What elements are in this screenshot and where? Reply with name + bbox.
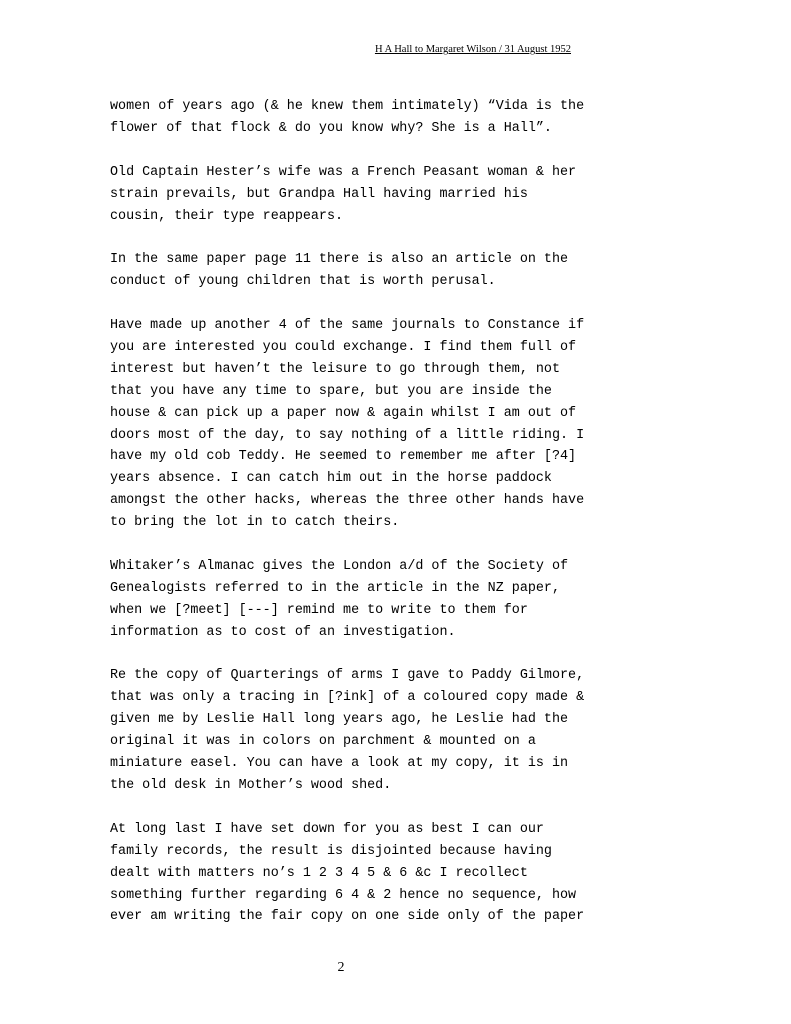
running-header: H A Hall to Margaret Wilson / 31 August 1952	[374, 44, 571, 55]
text-line: strain prevails, but Grandpa Hall having married his	[110, 186, 528, 202]
text-line: something further regarding 6 4 & 2 hence no sequence, how	[110, 887, 577, 903]
text-line: Whitaker’s Almanac gives the London a/d of the Society of	[110, 558, 569, 574]
text-line: women of years ago (& he knew them intimately) “Vida is the	[110, 99, 585, 114]
text-line: conduct of young children that is worth perusal.	[110, 274, 496, 290]
text-line: miniature easel. You can have a look at my copy, it is in	[110, 756, 569, 772]
paragraph	[110, 665, 585, 796]
text-line: information as to cost of an investigation.	[110, 624, 456, 640]
text-line: given me by Leslie Hall long years ago, he Leslie had the	[110, 712, 569, 728]
text-line: Re the copy of Quarterings of arms I gave to Paddy Gilmore,	[110, 668, 585, 684]
text-line: In the same paper page 11 there is also an article on the	[110, 252, 569, 268]
text-line: that you have any time to spare, but you are inside the	[110, 383, 552, 399]
text-line: dealt with matters no’s 1 2 3 4 5 & 6 &c I recollect	[110, 865, 528, 881]
paragraph	[110, 96, 585, 140]
text-line: that was only a tracing in [?ink] of a coloured copy made &	[110, 690, 585, 706]
text-line: years absence. I can catch him out in the horse paddock	[110, 471, 552, 487]
paragraph	[110, 162, 580, 228]
text-line: amongst the other hacks, whereas the three other hands have	[110, 493, 585, 509]
paragraph	[110, 819, 585, 929]
text-line: ever am writing the fair copy on one side only of the paper	[110, 909, 585, 925]
text-line: when we [?meet] [---] remind me to write to them for	[110, 602, 528, 618]
text-line: Old Captain Hester’s wife was a French Peasant woman & her	[110, 164, 577, 180]
letter-body	[110, 96, 585, 950]
text-line: doors most of the day, to say nothing of a little riding. I	[110, 427, 585, 443]
paragraph	[110, 315, 585, 534]
text-line: Have made up another 4 of the same journals to Constance if	[110, 318, 585, 334]
text-line: At long last I have set down for you as best I can our	[110, 821, 544, 837]
text-line: original it was in colors on parchment & mounted on a	[110, 734, 536, 750]
text-line: you are interested you could exchange. I find them full of	[110, 339, 577, 355]
text-line: Genealogists referred to in the article in the NZ paper,	[110, 580, 560, 596]
text-line: interest but haven’t the leisure to go through them, not	[110, 361, 560, 377]
text-line: house & can pick up a paper now & again whilst I am out of	[110, 405, 577, 421]
paragraph	[110, 556, 580, 644]
text-line: have my old cob Teddy. He seemed to remember me after [?4]	[110, 449, 577, 465]
text-line: family records, the result is disjointed because having	[110, 843, 552, 859]
text-line: flower of that flock & do you know why? She is a Hall”.	[110, 120, 552, 136]
page-number: 2	[337, 960, 345, 975]
paragraph	[110, 249, 580, 293]
text-line: to bring the lot in to catch theirs.	[110, 515, 400, 531]
text-line: the old desk in Mother’s wood shed.	[110, 778, 392, 794]
text-line: cousin, their type reappears.	[110, 208, 344, 224]
